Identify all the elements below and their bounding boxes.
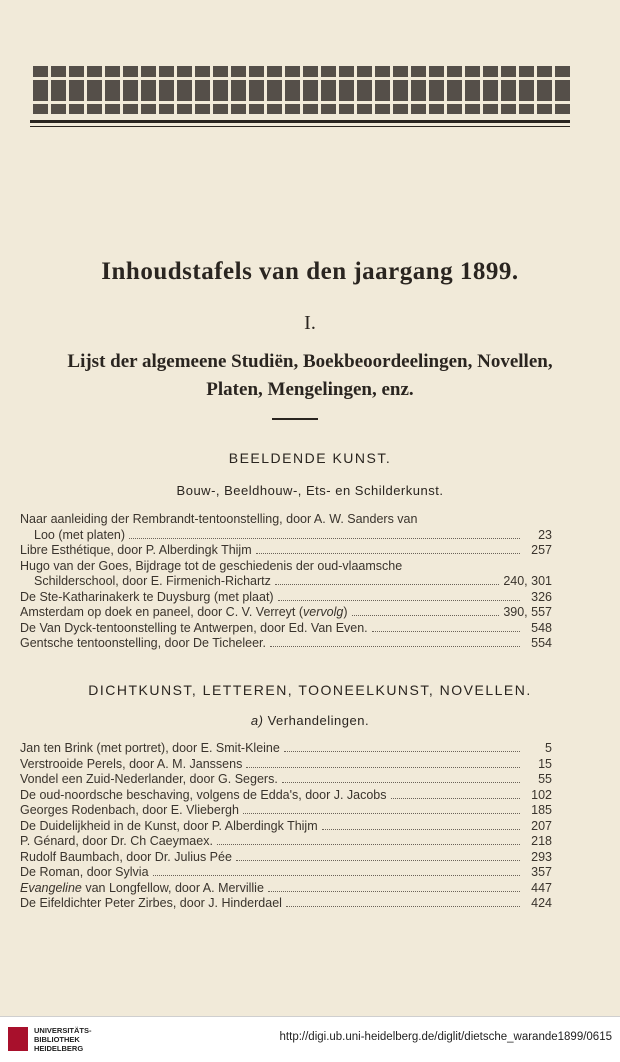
toc-entry-page: 207 bbox=[531, 818, 552, 833]
leader-dots bbox=[246, 758, 520, 768]
ornament-rule-thick bbox=[30, 120, 570, 123]
toc-entry-title: Hugo van der Goes, Bijdrage tot de geschiedenis der oud-vlaamsche bbox=[20, 558, 403, 573]
toc-entry-title: De Roman, door Sylvia bbox=[20, 865, 149, 879]
toc-entry-title: Vondel een Zuid-Nederlander, door G. Segers. bbox=[20, 772, 278, 786]
toc-entry-page: 554 bbox=[531, 636, 552, 650]
leader-dots bbox=[129, 529, 520, 539]
toc-entry-page: 326 bbox=[531, 589, 552, 604]
toc-entry bbox=[20, 772, 552, 788]
toc-entry bbox=[20, 819, 552, 835]
toc-entry bbox=[20, 636, 552, 652]
section-heading-beeldende-kunst: BEELDENDE KUNST. bbox=[228, 450, 392, 466]
toc-entry-title: Gentsche tentoonstelling, door De Ticheleer. bbox=[20, 636, 266, 650]
toc-entry-page: 102 bbox=[531, 787, 552, 802]
toc-entry-page: 218 bbox=[531, 834, 552, 848]
toc-entry bbox=[20, 528, 552, 544]
toc-entry bbox=[20, 574, 552, 590]
subheading-bouwkunst: Bouw-, Beeldhouw-, Ets- en Schilderkunst. bbox=[176, 483, 444, 498]
toc-entry bbox=[20, 543, 552, 559]
part-numeral: I. bbox=[304, 312, 316, 334]
subheading-verhandelingen bbox=[0, 713, 620, 728]
leader-dots bbox=[352, 606, 500, 616]
toc-entry-page: 185 bbox=[531, 803, 552, 817]
toc-entry-page: 293 bbox=[531, 849, 552, 864]
leader-dots bbox=[282, 773, 520, 783]
short-divider bbox=[272, 418, 318, 420]
leader-dots bbox=[217, 835, 520, 845]
subtitle-line-1: Lijst der algemeene Studiën, Boekbeoordeelingen, Novellen, bbox=[67, 351, 553, 372]
subheading-text: Verhandelingen. bbox=[267, 713, 370, 728]
toc-entry-title: De Duidelijkheid in de Kunst, door P. Alberdingk Thijm bbox=[20, 818, 318, 833]
toc-entry bbox=[20, 590, 552, 606]
toc-entry-title: De Van Dyck-tentoonstelling te Antwerpen, door Ed. Van Even. bbox=[20, 620, 368, 635]
library-name-line-2: BIBLIOTHEK bbox=[34, 1035, 80, 1044]
toc-entry-title: Evangeline van Longfellow, door A. Mervillie bbox=[20, 880, 264, 895]
library-footer bbox=[0, 1016, 620, 1062]
toc-entry-page: 5 bbox=[545, 741, 552, 755]
toc-entry bbox=[20, 865, 552, 881]
leader-dots bbox=[268, 882, 520, 892]
leader-dots bbox=[256, 544, 520, 554]
subtitle-line-2: Platen, Mengelingen, enz. bbox=[206, 379, 414, 400]
toc-entry bbox=[20, 741, 552, 757]
leader-dots bbox=[278, 591, 520, 601]
subheading-letter: a) bbox=[250, 713, 264, 728]
toc-entry-title: Verstrooide Perels, door A. M. Janssens bbox=[20, 756, 243, 771]
list-subtitle bbox=[20, 348, 600, 404]
toc-entry-page: 257 bbox=[531, 543, 552, 557]
toc-entry-page: 15 bbox=[538, 756, 552, 771]
entries-beeldende-kunst bbox=[20, 512, 552, 652]
toc-entry bbox=[20, 803, 552, 819]
leader-dots bbox=[236, 851, 520, 861]
toc-entry bbox=[20, 834, 552, 850]
page-title: Inhoudstafels van den jaargang 1899. bbox=[101, 258, 519, 285]
toc-entry-page: 23 bbox=[538, 527, 552, 542]
toc-entry bbox=[20, 788, 552, 804]
toc-entry-title: Georges Rodenbach, door E. Vliebergh bbox=[20, 803, 239, 817]
toc-entry-title: Loo (met platen) bbox=[34, 527, 126, 542]
ornament-rule-thin bbox=[30, 126, 570, 127]
toc-entry bbox=[20, 850, 552, 866]
section-heading-dichtkunst: DICHTKUNST, LETTEREN, TOONEELKUNST, NOVELLEN. bbox=[88, 682, 532, 698]
leader-dots bbox=[322, 820, 520, 830]
toc-entry bbox=[20, 621, 552, 637]
toc-entry-title: De oud-noordsche beschaving, volgens de Edda's, door J. Jacobs bbox=[20, 787, 387, 802]
leader-dots bbox=[284, 742, 520, 752]
leader-dots bbox=[372, 622, 520, 632]
leader-dots bbox=[391, 789, 520, 799]
toc-entry-page: 390, 557 bbox=[503, 605, 552, 619]
toc-entry bbox=[20, 757, 552, 773]
toc-entry-title: Rudolf Baumbach, door Dr. Julius Pée bbox=[20, 849, 232, 864]
toc-entry-page: 424 bbox=[531, 896, 552, 910]
leader-dots bbox=[275, 575, 499, 585]
library-name-line-3: HEIDELBERG bbox=[34, 1044, 84, 1053]
toc-entry-page: 240, 301 bbox=[503, 574, 552, 588]
decorative-ornament-band bbox=[30, 66, 570, 114]
library-name-line-1: UNIVERSITÄTS- bbox=[34, 1026, 92, 1035]
toc-entry bbox=[20, 896, 552, 912]
university-library-logo-icon bbox=[8, 1027, 28, 1051]
library-name bbox=[34, 1026, 92, 1053]
leader-dots bbox=[286, 897, 520, 907]
toc-entry bbox=[20, 881, 552, 897]
toc-entry bbox=[20, 512, 552, 528]
toc-entry-title: Libre Esthétique, door P. Alberdingk Thijm bbox=[20, 543, 252, 557]
toc-entry-page: 55 bbox=[538, 772, 552, 786]
toc-entry-page: 447 bbox=[531, 880, 552, 895]
source-url-link[interactable]: http://digi.ub.uni-heidelberg.de/diglit/dietsche_warande1899/0615 bbox=[279, 1031, 612, 1043]
leader-dots bbox=[153, 866, 520, 876]
toc-entry-page: 548 bbox=[531, 620, 552, 635]
toc-entry-page: 357 bbox=[531, 865, 552, 879]
toc-entry bbox=[20, 605, 552, 621]
toc-entry-title: Amsterdam op doek en paneel, door C. V. Verreyt (vervolg) bbox=[20, 605, 348, 619]
leader-dots bbox=[270, 637, 520, 647]
entries-dichtkunst bbox=[20, 741, 552, 912]
toc-entry-title: Schilderschool, door E. Firmenich-Richartz bbox=[34, 574, 271, 588]
toc-entry-title: Jan ten Brink (met portret), door E. Smit-Kleine bbox=[20, 741, 280, 755]
toc-entry bbox=[20, 559, 552, 575]
toc-entry-title: De Eifeldichter Peter Zirbes, door J. Hinderdael bbox=[20, 896, 282, 910]
leader-dots bbox=[243, 804, 520, 814]
toc-entry-title: De Ste-Katharinakerk te Duysburg (met plaat) bbox=[20, 589, 274, 604]
toc-entry-title: Naar aanleiding der Rembrandt-tentoonstelling, door A. W. Sanders van bbox=[20, 512, 418, 526]
toc-entry-title: P. Génard, door Dr. Ch Caeymaex. bbox=[20, 834, 213, 848]
